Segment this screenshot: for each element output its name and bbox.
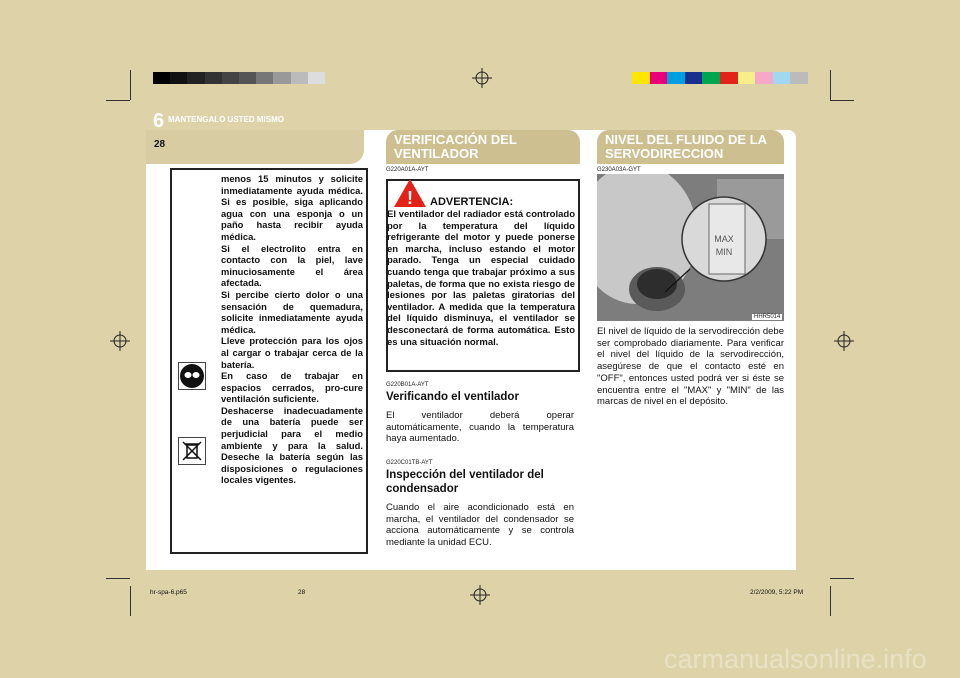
registration-mark-top <box>472 68 492 88</box>
chapter-number: 6 <box>153 110 165 132</box>
left-tab-bar <box>146 130 364 164</box>
section-code: G220C01TB-AYT <box>386 460 433 466</box>
paragraph-condenser-fan: Cuando el aire acondicionado está en marcha, el ventilador del condensador se acciona automáticamente y se controla mediante la unidad ECU. <box>386 502 574 549</box>
min-label: MIN <box>715 247 733 257</box>
crop-mark-top-right <box>830 76 854 101</box>
section-title-line: VENTILADOR <box>394 146 479 161</box>
warning-paragraph: Lleve protección para los ojos al cargar o trabajar cerca de la batería. <box>221 335 363 370</box>
page-number: 28 <box>154 139 166 150</box>
footer-timestamp: 2/2/2009, 5:22 PM <box>750 589 804 596</box>
color-bar <box>632 72 808 84</box>
heading-fan-check: Verificando el ventilador <box>386 391 519 403</box>
watermark: carmanualsonline.info <box>664 644 927 674</box>
registration-mark-right <box>834 331 854 351</box>
crop-mark-top-left <box>106 76 130 101</box>
grayscale-bar <box>153 72 325 84</box>
section-code: G220B01A-AYT <box>386 382 429 388</box>
battery-warning-text <box>221 173 363 486</box>
crop-mark-top-left-v <box>130 70 131 100</box>
warning-triangle-icon <box>393 178 427 208</box>
section-title-line: SERVODIRECCION <box>605 146 724 161</box>
paragraph-power-steering: El nivel de líquido de la servodirección debe ser comprobado diariamente. Para verificar el nivel del líquido de la servodirección, asegúrese de que el contacto esté en "OFF", entonces usted podrá ver si éste se encuentra entre el "MAX" y "MIN" de las marcas de nivel en el depósito. <box>597 326 784 408</box>
section-code: G220A01A-AYT <box>386 167 429 173</box>
heading-condenser-fan: Inspección del ventilador del condensador <box>386 469 544 495</box>
warning-paragraph: En caso de trabajar en espacios cerrados, pro-cure ventilación suficiente. <box>221 370 363 405</box>
warning-title: ADVERTENCIA: <box>430 196 514 208</box>
warning-paragraph: Si percibe cierto dolor o una sensación de quemadura, solicite inmediatamente ayuda médica. <box>221 288 363 335</box>
crop-mark-bottom-left <box>106 578 130 579</box>
crop-mark-bottom-right <box>830 578 854 579</box>
max-label: MAX <box>714 234 734 244</box>
warning-paragraph: Deshacerse inadecuadamente de una batería puede ser perjudicial para el medio ambiente y para la salud. Deseche la batería según las disposiciones o regulaciones locales vigentes. <box>221 404 363 486</box>
section-header-power-steering <box>597 130 784 164</box>
section-title-line: VERIFICACIÓN DEL <box>394 132 517 147</box>
recycle-bin-icon <box>178 437 206 465</box>
footer-page: 28 <box>298 589 306 596</box>
reservoir-photo <box>597 174 784 321</box>
paragraph-fan-check: El ventilador deberá operar automáticamente, cuando la temperatura haya aumentado. <box>386 410 574 445</box>
crop-mark-bottom-left-v <box>130 586 131 616</box>
footer-file: hr-spa-6.p65 <box>150 589 187 596</box>
registration-mark-bottom <box>470 585 490 605</box>
registration-mark-left <box>110 331 130 351</box>
section-code: G230A03A-GYT <box>597 167 641 173</box>
warning-paragraph: menos 15 minutos y solicite inmediatamente ayuda médica. Si es posible, siga aplicando agua con una esponja o un paño hasta recibir ayuda médica. <box>221 173 363 242</box>
warning-text: El ventilador del radiador está controlado por la temperatura del líquido refrigerante del motor y puede ponerse en marcha, incluso estando el motor parado. Tenga un especial cuidado cuando tenga que trabajar próximo a sus paletas, de forma que no exista riesgo de lesiones por las paletas giratorias del ventilador. A medida que la temperatura del líquido disminuya, el ventilador se desconectará de forma automática. Esto es una situación normal. <box>387 209 575 348</box>
photo-code: HHR5014 <box>754 314 781 320</box>
chapter-title: MANTENGALO USTED MISMO <box>168 115 284 124</box>
crop-mark-top-right-v <box>830 70 831 100</box>
goggles-icon <box>178 362 206 390</box>
svg-text:!: ! <box>407 188 413 208</box>
section-title-line: NIVEL DEL FLUIDO DE LA <box>605 132 768 147</box>
crop-mark-bottom-right-v <box>830 586 831 616</box>
section-header-fan <box>386 130 580 164</box>
warning-paragraph: Si el electrolito entra en contacto con la piel, lave minuciosamente el área afectada. <box>221 242 363 289</box>
